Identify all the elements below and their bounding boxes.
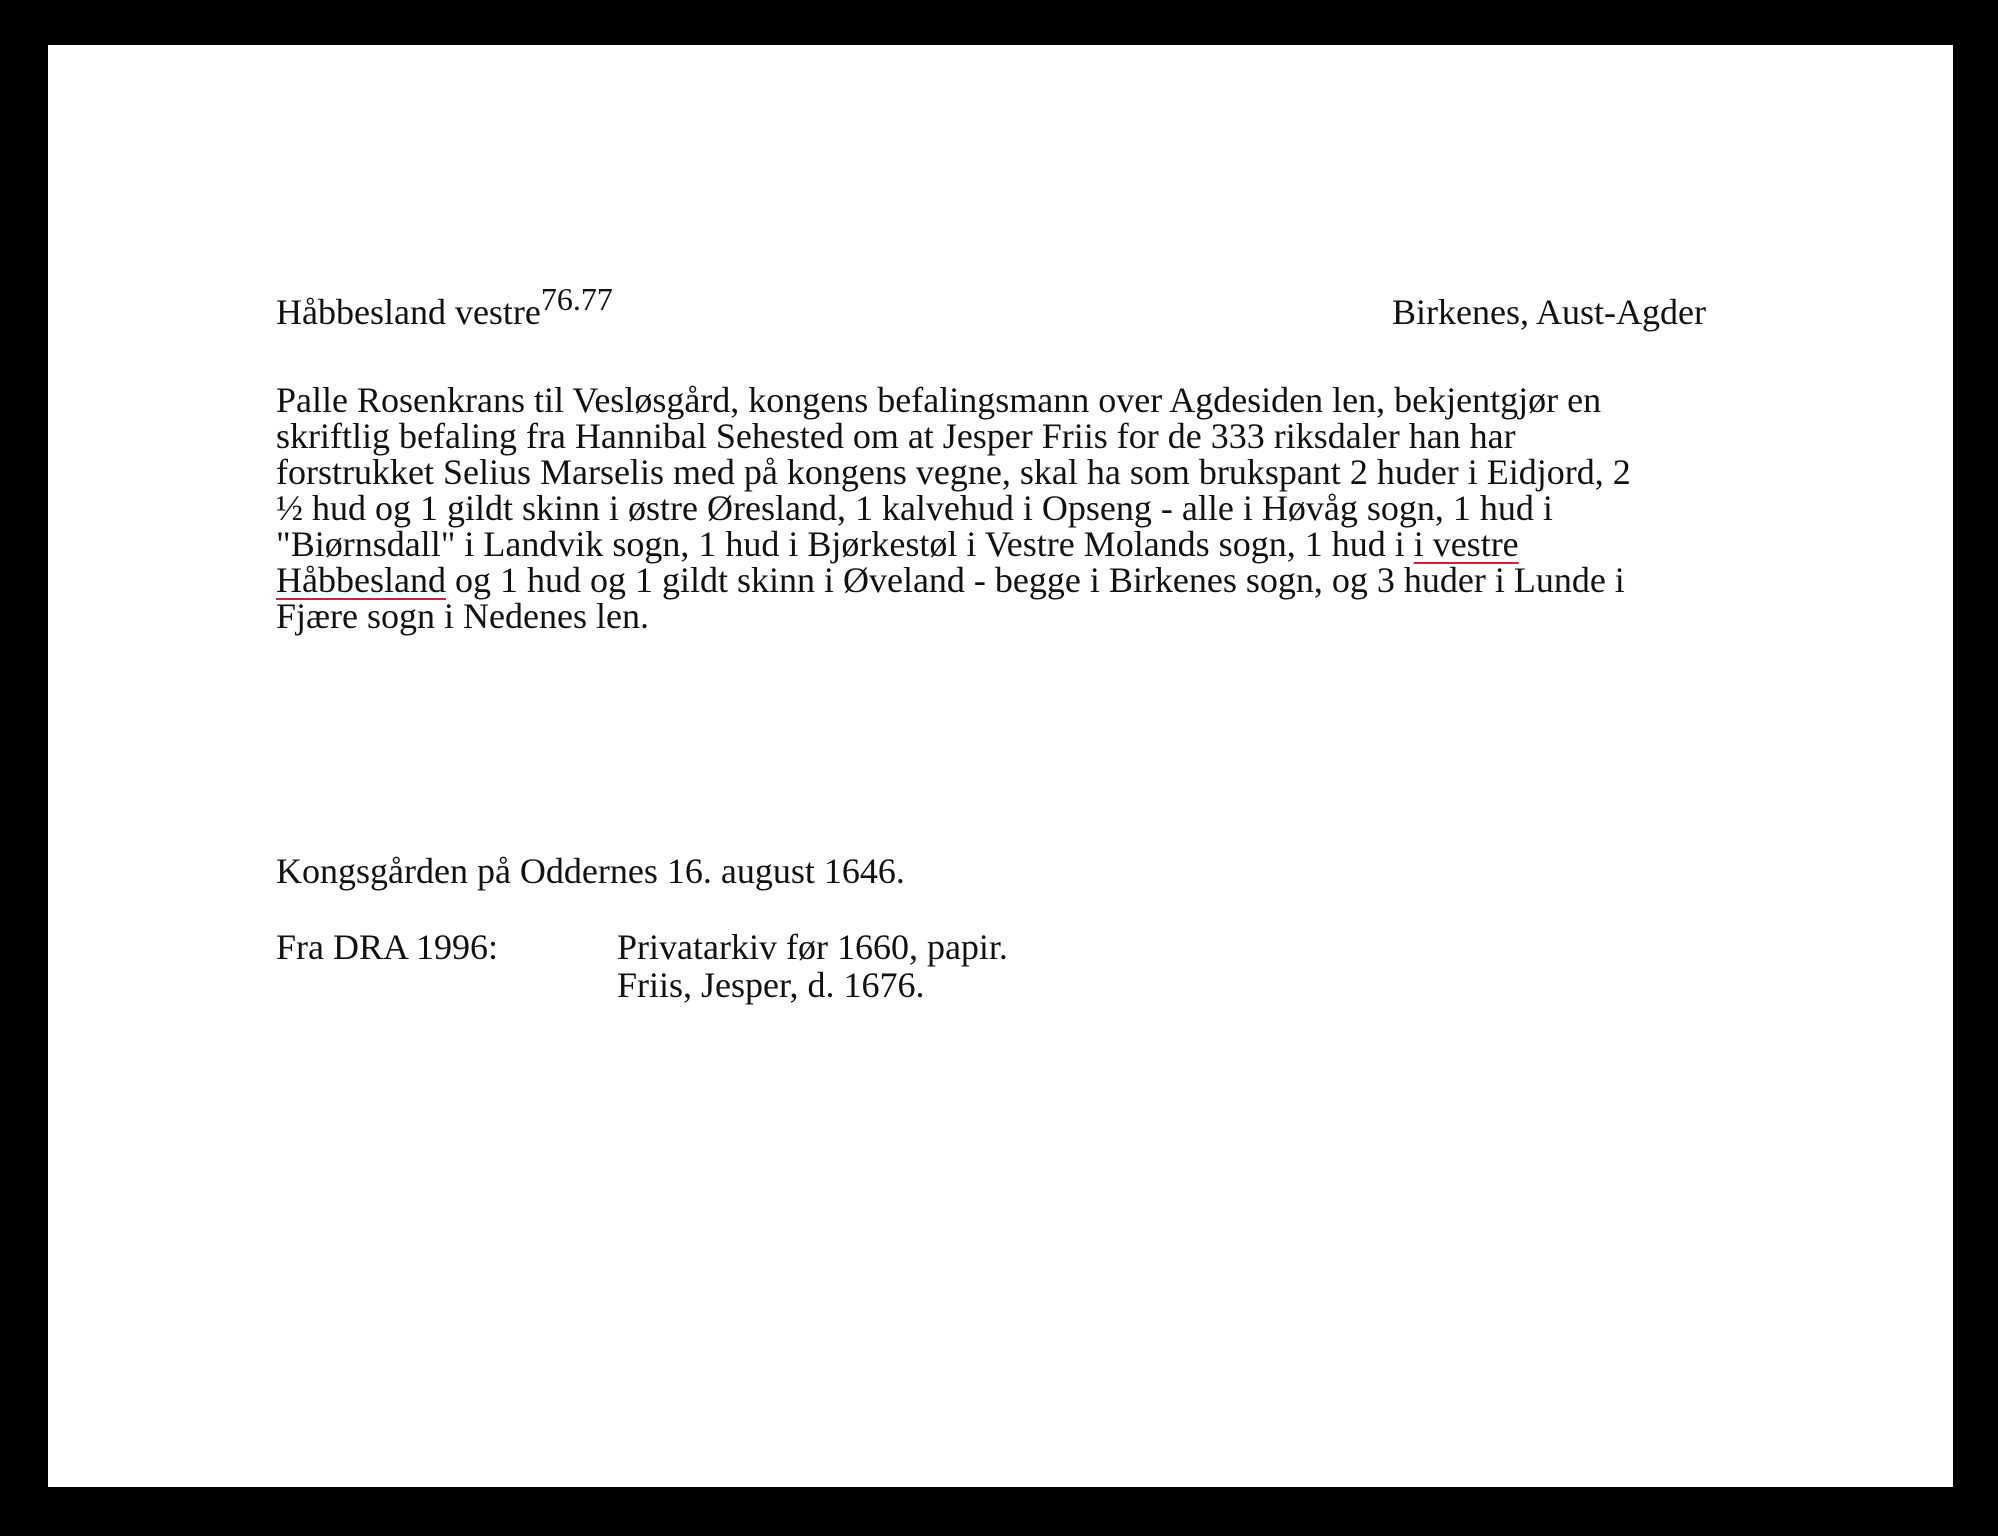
underlined-phrase: i vestre	[1413, 524, 1519, 564]
underlined-farm-name: Håbbesland	[276, 560, 446, 600]
body-line-7: Fjære sogn i Nedenes len.	[276, 596, 649, 636]
body-line-1: Palle Rosenkrans til Vesløsgård, kongens befalingsmann over Agdesiden len, bekjentgjør en	[276, 380, 1602, 420]
location: Birkenes, Aust-Agder	[1392, 292, 1706, 332]
body-line-6-text: og 1 hud og 1 gildt skinn i Øveland - begge i Birkenes sogn, og 3 huder i Lunde i	[445, 560, 1625, 600]
reference-number: 76.77	[540, 281, 613, 317]
farm-title	[276, 281, 613, 335]
body-line-4: ½ hud og 1 gildt skinn i østre Øresland, 1 kalvehud i Opseng - alle i Høvåg sogn, 1 hud i	[276, 488, 1553, 528]
document-content	[48, 45, 1953, 1487]
body-line-2: skriftlig befaling fra Hannibal Sehested om at Jesper Friis for de 333 riksdaler han har	[276, 416, 1516, 456]
place-date: Kongsgården på Oddernes 16. august 1646.	[276, 851, 905, 891]
source-archive: Privatarkiv før 1660, papir.	[617, 927, 1008, 967]
document-page	[48, 45, 1953, 1487]
source-collection: Friis, Jesper, d. 1676.	[617, 965, 925, 1005]
farm-name: Håbbesland vestre	[276, 292, 541, 332]
body-line-5-text: "Biørnsdall" i Landvik sogn, 1 hud i Bjørkestøl i Vestre Molands sogn, 1 hud i	[276, 524, 1414, 564]
source-label: Fra DRA 1996:	[276, 927, 499, 967]
body-line-3: forstrukket Selius Marselis med på kongens vegne, skal ha som brukspant 2 huder i Eidjord, 2	[276, 452, 1631, 492]
